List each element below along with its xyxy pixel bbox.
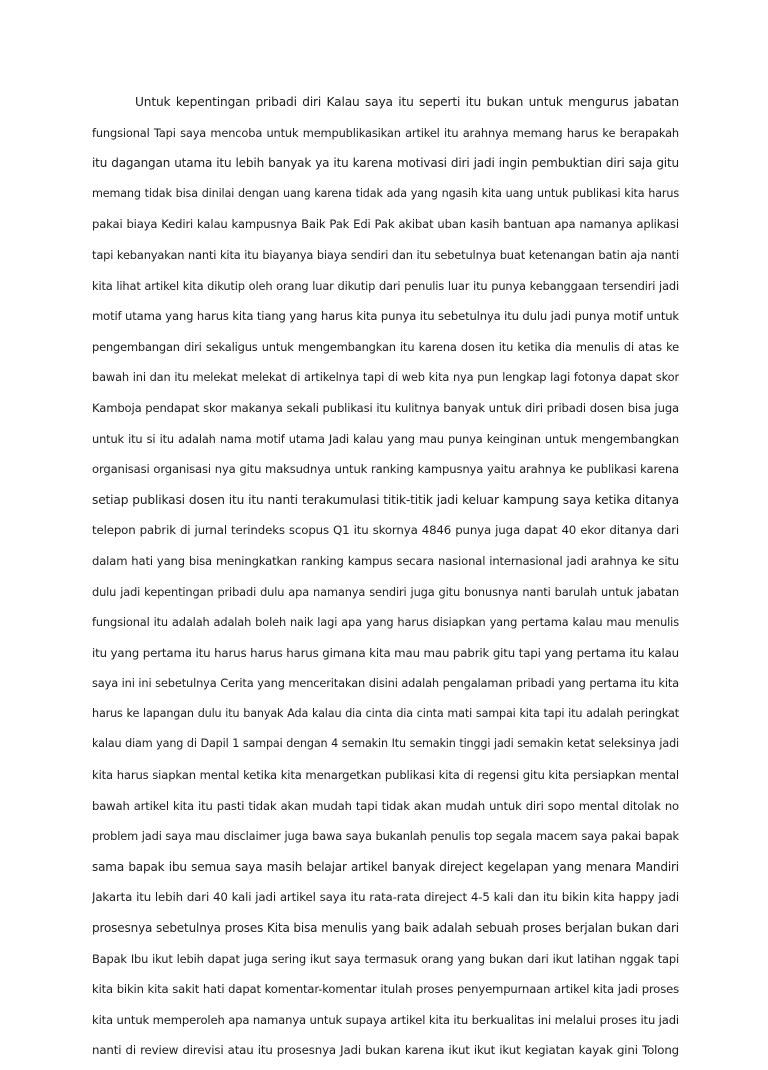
text-line: telepon pabrik di jurnal terindeks scopus Q1 itu skornya 4846 punya juga dapat 40 ekor ditanya dari [92, 523, 679, 538]
text-line: kita bikin kita sakit hati dapat komentar-komentar itulah proses penyempurnaan artikel kita jadi proses [92, 982, 679, 997]
text-line: kita harus siapkan mental ketika kita menargetkan publikasi kita di regensi gitu kita persiapkan mental [92, 768, 679, 783]
text-line: Bapak Ibu ikut lebih dapat juga sering ikut saya termasuk orang yang bukan dari ikut latihan nggak tapi [92, 951, 679, 966]
text-line: bawah artikel kita itu pasti tidak akan mudah tapi tidak akan mudah untuk diri sopo mental ditolak no [92, 798, 679, 813]
text-line: prosesnya sebetulnya proses Kita bisa menulis yang baik adalah sebuah proses berjalan bukan dari [92, 921, 679, 936]
text-line: memang tidak bisa dinilai dengan uang karena tidak ada yang ngasih kita uang untuk publikasi kita harus [92, 186, 679, 200]
text-line: organisasi organisasi nya gitu maksudnya untuk ranking kampusnya yaitu arahnya ke publikasi karena [92, 462, 679, 477]
text-line: kita untuk memperoleh apa namanya untuk supaya artikel kita itu berkualitas ini melalui proses itu jadi [92, 1012, 679, 1027]
text-line: bawah ini dan itu melekat melekat di artikelnya tapi di web kita nya pun lengkap lagi fotonya dapat skor [92, 370, 679, 385]
body-paragraph [92, 91, 679, 1070]
text-line: motif utama yang harus kita tiang yang harus kita punya itu sebetulnya itu dulu jadi punya motif untuk [92, 309, 679, 324]
text-line: sama bapak ibu semua saya masih belajar artikel banyak direject kegelapan yang menara Mandiri [92, 859, 679, 874]
text-line: kita lihat artikel kita dikutip oleh orang luar dikutip dari penulis luar itu punya kebanggaan tersendiri jadi [92, 278, 679, 293]
text-line: pakai biaya Kediri kalau kampusnya Baik Pak Edi Pak akibat uban kasih bantuan apa namanya aplikasi [92, 217, 679, 232]
text-line: itu dagangan utama itu lebih banyak ya itu karena motivasi diri jadi ingin pembuktian diri saja gitu [92, 156, 679, 171]
text-line: fungsional itu adalah adalah boleh naik lagi apa yang harus disiapkan yang pertama kalau mau menulis [92, 615, 679, 630]
text-line: problem jadi saya mau disclaimer juga bawa saya bukanlah penulis top segala macem saya pakai bapak [92, 829, 679, 844]
text-line: kalau diam yang di Dapil 1 sampai dengan 4 semakin Itu semakin tinggi jadi semakin ketat seleksinya jadi [92, 737, 679, 751]
text-line: harus ke lapangan dulu itu banyak Ada kalau dia cinta dia cinta mati sampai kita tapi itu adalah peringkat [92, 706, 679, 720]
text-line: dalam hati yang bisa meningkatkan ranking kampus secara nasional internasional jadi arahnya ke situ [92, 553, 679, 568]
text-line: saya ini ini sebetulnya Cerita yang menceritakan disini adalah pengalaman pribadi yang pertama itu kita [92, 676, 679, 691]
text-line: nanti di review direvisi atau itu prosesnya Jadi bukan karena ikut ikut ikut kegiatan kayak gini Tolong [92, 1043, 679, 1058]
text-line: pengembangan diri sekaligus untuk mengembangkan itu karena dosen itu ketika dia menulis di atas ke [92, 339, 679, 354]
text-line: setiap publikasi dosen itu itu nanti terakumulasi titik-titik jadi keluar kampung saya ketika ditanya [92, 492, 679, 507]
text-line: itu yang pertama itu harus harus harus gimana kita mau mau pabrik gitu tapi yang pertama itu kalau [92, 645, 679, 660]
text-line: tapi kebanyakan nanti kita itu biayanya biaya sendiri dan itu sebetulnya buat ketenangan batin aja nanti [92, 247, 679, 262]
text-line: Untuk kepentingan pribadi diri Kalau saya itu seperti itu bukan untuk mengurus jabatan [135, 95, 679, 109]
text-line: Jakarta itu lebih dari 40 kali jadi artikel saya itu rata-rata direject 4-5 kali dan itu bikin kita happy jadi [92, 890, 679, 905]
text-line: dulu jadi kepentingan pribadi dulu apa namanya sendiri juga gitu bonusnya nanti barulah untuk jabatan [92, 584, 679, 599]
text-line: fungsional Tapi saya mencoba untuk mempublikasikan artikel itu arahnya memang harus ke berapakah [92, 125, 679, 140]
text-line: Kamboja pendapat skor makanya sekali publikasi itu kulitnya banyak untuk diri pribadi dosen bisa juga [92, 400, 679, 415]
text-line: untuk itu si itu adalah nama motif utama Jadi kalau yang mau punya keinginan untuk mengembangkan [92, 431, 679, 446]
